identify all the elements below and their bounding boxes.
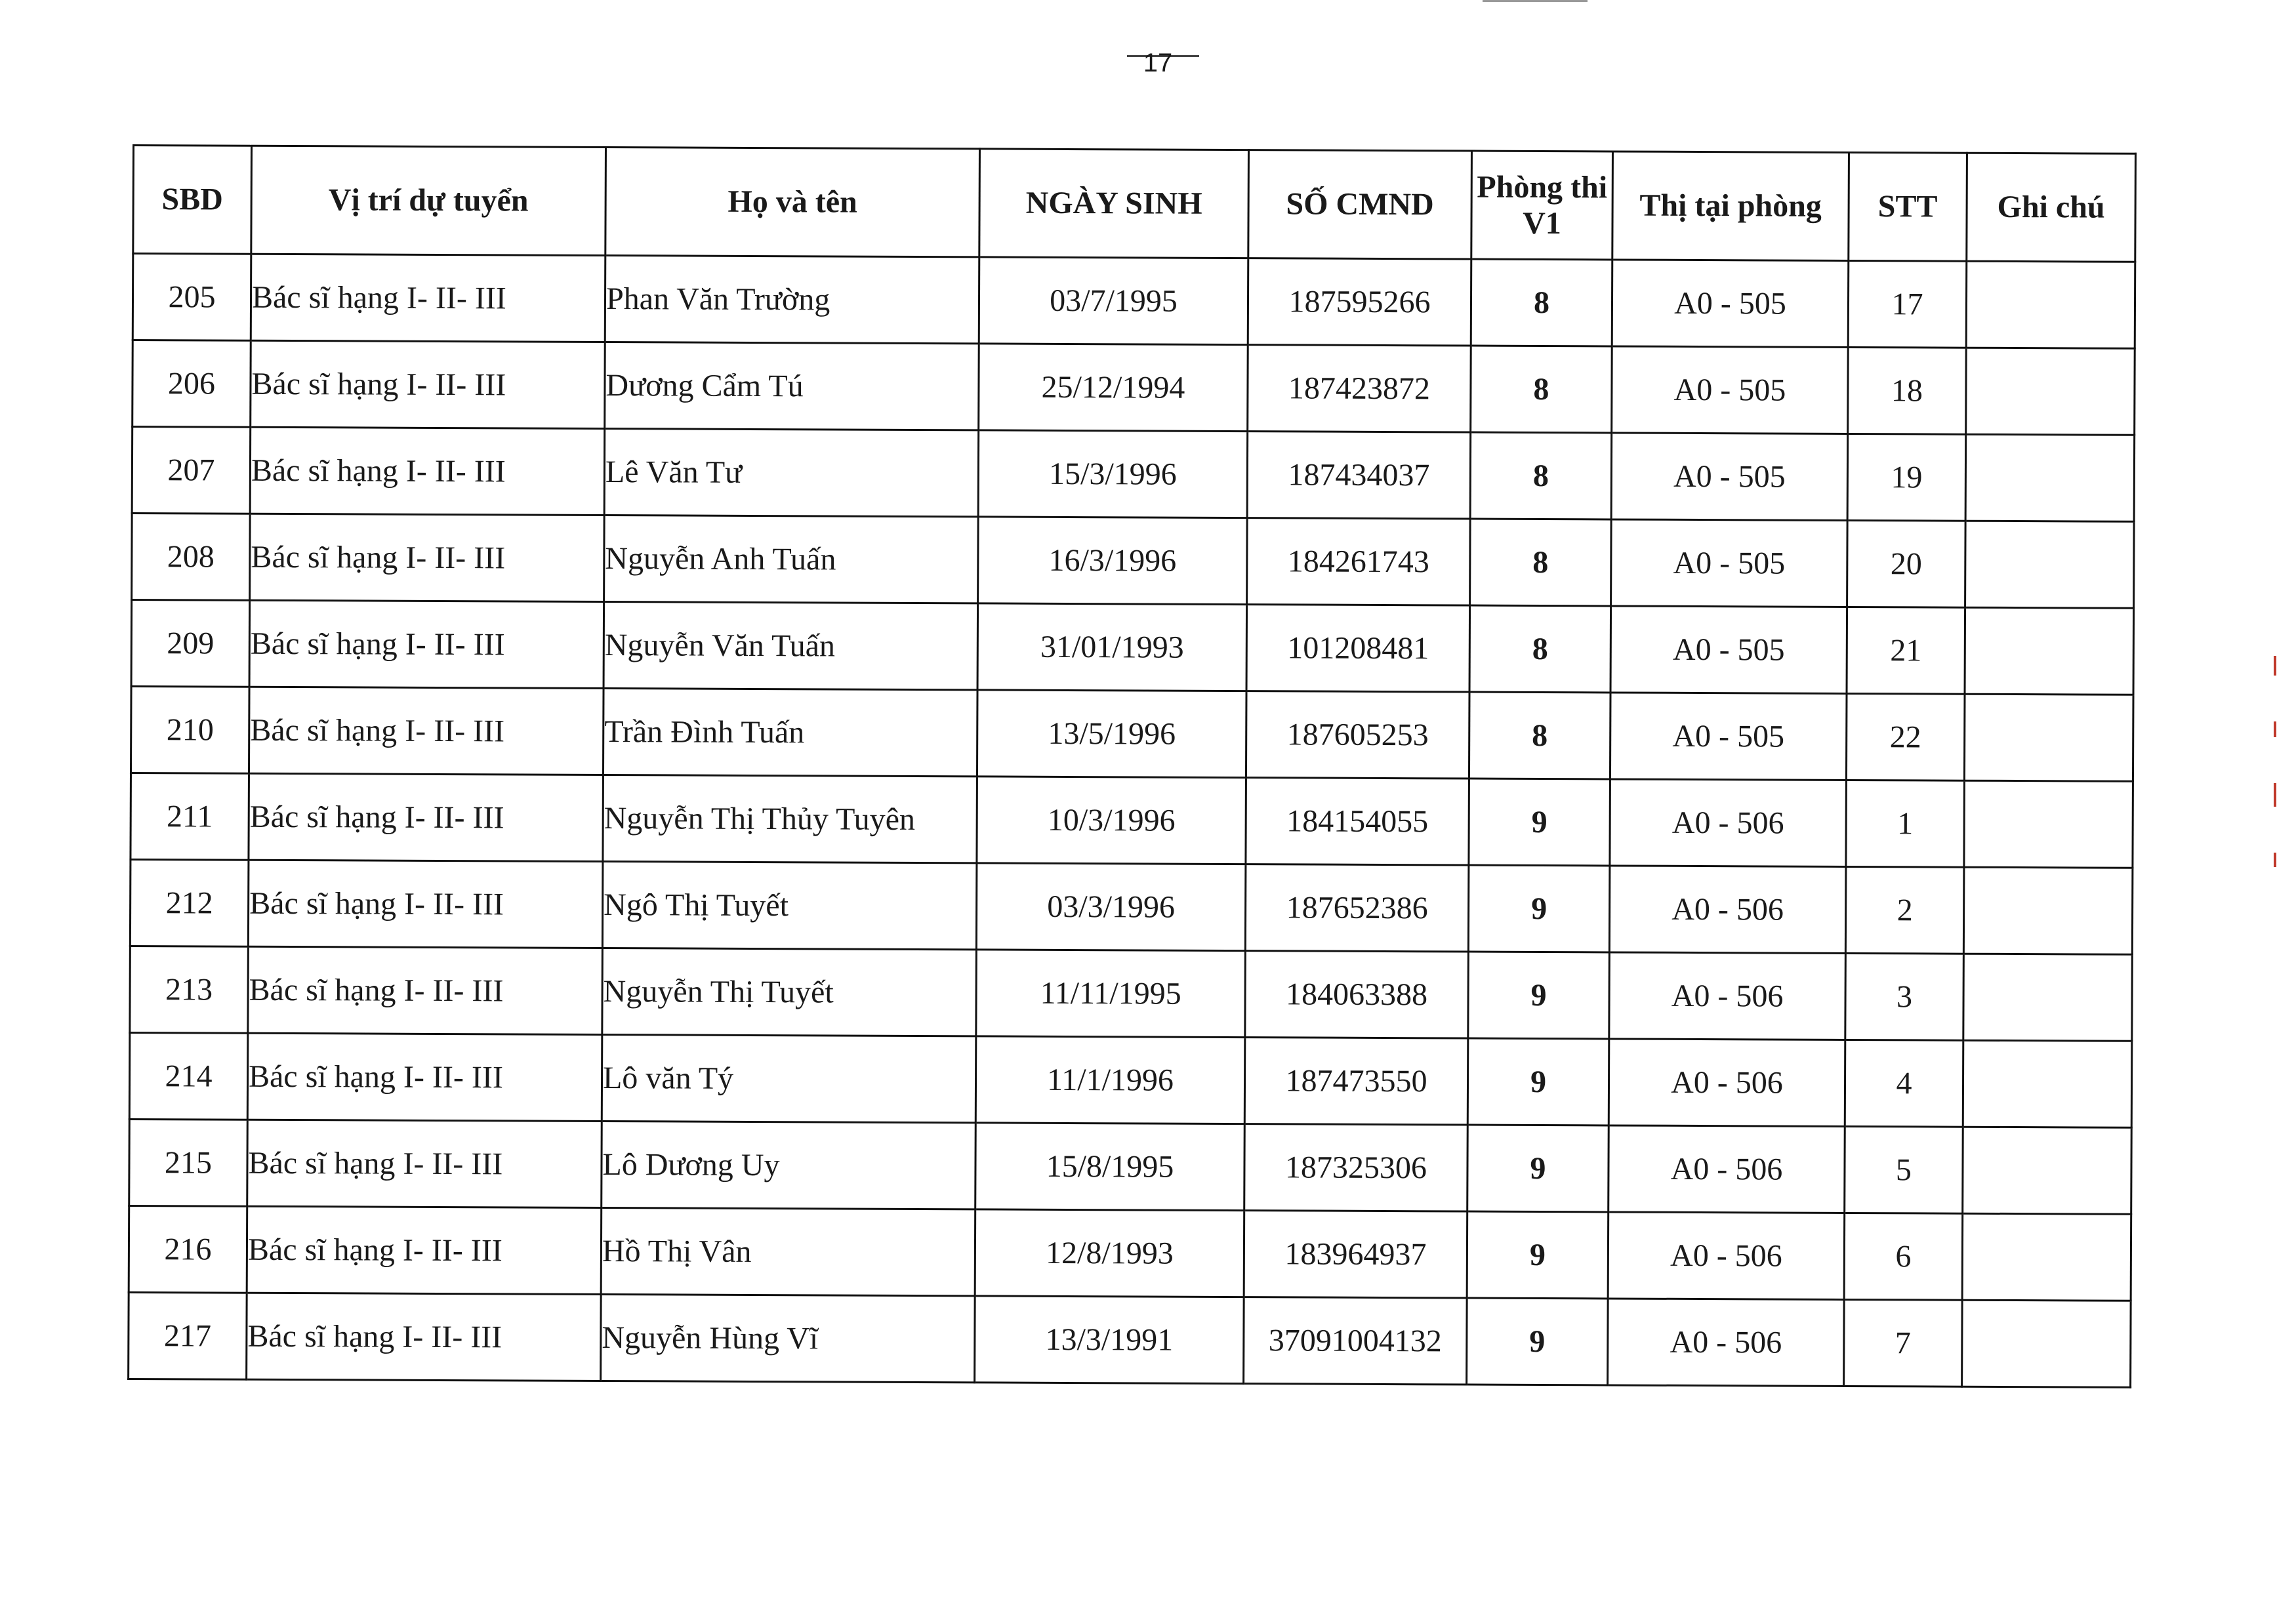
cell-sbd: 205: [133, 254, 251, 341]
table-body: [129, 254, 2135, 1388]
header-room-v1: Phòng thi V1: [1471, 151, 1613, 260]
cell-note: [1963, 954, 2133, 1041]
table-row: [132, 427, 2135, 522]
scan-mark: [2274, 656, 2276, 676]
cell-room-v1: 8: [1470, 519, 1612, 606]
cell-exam-room: A0 - 505: [1610, 606, 1847, 694]
cell-position: Bác sĩ hạng I- II- III: [250, 427, 605, 515]
cell-position: Bác sĩ hạng I- II- III: [250, 514, 605, 601]
cell-sbd: 217: [129, 1292, 247, 1379]
cell-note: [1963, 1040, 2132, 1127]
header-note: Ghi chú: [1967, 153, 2136, 262]
cell-exam-room: A0 - 505: [1611, 433, 1848, 521]
cell-id: 184261743: [1247, 518, 1471, 605]
cell-room-v1: 9: [1468, 952, 1610, 1039]
cell-dob: 11/11/1995: [976, 950, 1246, 1038]
cell-sbd: 214: [129, 1032, 248, 1120]
cell-sbd: 211: [131, 773, 249, 860]
cell-dob: 13/3/1991: [975, 1296, 1244, 1384]
cell-id: 187473550: [1244, 1038, 1468, 1125]
cell-stt: 22: [1846, 693, 1965, 780]
cell-note: [1965, 434, 2135, 521]
cell-note: [1964, 694, 2133, 781]
scan-edge-marks: [2274, 656, 2279, 997]
scan-mark: [2274, 721, 2276, 737]
header-row: [133, 146, 2136, 262]
table-row: [129, 1032, 2132, 1127]
cell-room-v1: 8: [1469, 692, 1610, 779]
cell-stt: 3: [1845, 953, 1964, 1040]
cell-position: Bác sĩ hạng I- II- III: [247, 1033, 602, 1121]
cell-exam-room: A0 - 505: [1612, 260, 1849, 348]
cell-note: [1962, 1300, 2131, 1387]
cell-id: 187605253: [1246, 691, 1469, 779]
header-exam-room: Thị tại phòng: [1612, 152, 1849, 261]
cell-note: [1966, 348, 2135, 435]
cell-sbd: 215: [129, 1119, 248, 1206]
cell-position: Bác sĩ hạng I- II- III: [251, 340, 605, 428]
table-header: [133, 146, 2136, 262]
cell-dob: 12/8/1993: [975, 1209, 1244, 1297]
cell-stt: 5: [1845, 1126, 1963, 1213]
cell-sbd: 213: [130, 946, 249, 1033]
cell-stt: 4: [1845, 1040, 1963, 1127]
cell-name: Trần Đình Tuấn: [603, 689, 977, 777]
cell-room-v1: 9: [1467, 1211, 1609, 1299]
cell-note: [1965, 521, 2135, 608]
cell-sbd: 209: [131, 600, 250, 687]
scan-mark: [2274, 853, 2276, 867]
cell-note: [1963, 867, 2133, 954]
cell-id: 184154055: [1246, 778, 1469, 865]
cell-exam-room: A0 - 505: [1611, 519, 1848, 607]
table-row: [131, 686, 2133, 781]
cell-position: Bác sĩ hạng I- II- III: [249, 773, 604, 861]
cell-position: Bác sĩ hạng I- II- III: [249, 687, 604, 775]
page-number: 17: [1143, 49, 1173, 77]
cell-exam-room: A0 - 506: [1609, 866, 1846, 954]
header-sbd: SBD: [133, 146, 252, 254]
cell-dob: 03/3/1996: [976, 863, 1246, 951]
cell-note: [1965, 607, 2134, 695]
cell-dob: 16/3/1996: [978, 517, 1248, 605]
cell-name: Lô Dương Uy: [602, 1122, 976, 1209]
cell-position: Bác sĩ hạng I- II- III: [247, 1206, 602, 1294]
cell-name: Nguyễn Anh Tuấn: [604, 516, 979, 603]
header-stt: STT: [1849, 152, 1967, 261]
cell-position: Bác sĩ hạng I- II- III: [251, 254, 605, 342]
cell-name: Nguyễn Thị Tuyết: [602, 948, 977, 1036]
cell-name: Nguyễn Hùng Vĩ: [601, 1295, 975, 1383]
cell-room-v1: 8: [1471, 259, 1612, 346]
cell-sbd: 216: [129, 1205, 247, 1293]
cell-exam-room: A0 - 505: [1612, 346, 1849, 434]
cell-position: Bác sĩ hạng I- II- III: [247, 1120, 602, 1207]
table-row: [131, 600, 2134, 695]
cell-stt: 7: [1844, 1299, 1963, 1386]
cell-dob: 11/1/1996: [975, 1036, 1245, 1124]
table-row: [133, 340, 2135, 435]
cell-dob: 15/8/1995: [975, 1123, 1245, 1211]
cell-exam-room: A0 - 506: [1608, 1212, 1845, 1300]
cell-position: Bác sĩ hạng I- II- III: [247, 1293, 602, 1381]
cell-dob: 03/7/1995: [979, 257, 1248, 345]
cell-stt: 21: [1847, 607, 1965, 694]
candidate-table: [127, 144, 2137, 1388]
cell-id: 187595266: [1248, 258, 1471, 346]
header-dob: NGÀY SINH: [979, 149, 1249, 258]
cell-note: [1962, 1213, 2131, 1301]
cell-position: Bác sĩ hạng I- II- III: [249, 600, 604, 688]
table-row: [129, 1119, 2132, 1214]
cell-exam-room: A0 - 506: [1609, 1125, 1845, 1213]
cell-exam-room: A0 - 506: [1609, 952, 1846, 1040]
cell-sbd: 207: [132, 427, 251, 514]
table-row: [129, 1205, 2131, 1301]
cell-name: Nguyễn Thị Thủy Tuyên: [603, 775, 977, 863]
cell-room-v1: 8: [1469, 605, 1611, 693]
table-row: [129, 1292, 2131, 1387]
cell-position: Bác sĩ hạng I- II- III: [248, 946, 603, 1034]
cell-room-v1: 8: [1471, 346, 1612, 433]
cell-name: Dương Cẩm Tú: [605, 342, 979, 430]
cell-dob: 25/12/1994: [979, 344, 1248, 432]
cell-sbd: 208: [132, 514, 251, 601]
header-name: Họ và tên: [605, 148, 980, 257]
cell-stt: 2: [1845, 866, 1964, 954]
header-position: Vị trí dự tuyển: [251, 146, 606, 255]
cell-note: [1964, 780, 2133, 868]
cell-id: 187434037: [1247, 432, 1471, 519]
cell-id: 187652386: [1245, 864, 1469, 952]
cell-dob: 10/3/1996: [977, 777, 1246, 864]
table-row: [130, 859, 2133, 954]
cell-position: Bác sĩ hạng I- II- III: [248, 860, 603, 948]
cell-id: 184063388: [1245, 951, 1469, 1038]
cell-dob: 31/01/1993: [977, 603, 1247, 691]
cell-exam-room: A0 - 506: [1609, 1039, 1845, 1127]
cell-room-v1: 9: [1468, 865, 1610, 952]
cell-stt: 20: [1847, 520, 1966, 607]
table-row: [130, 946, 2133, 1041]
cell-stt: 6: [1844, 1213, 1963, 1300]
cell-name: Nguyễn Văn Tuấn: [604, 602, 978, 690]
cell-name: Hồ Thị Vân: [601, 1208, 975, 1296]
cell-id: 37091004132: [1244, 1297, 1467, 1385]
cell-room-v1: 9: [1467, 1038, 1609, 1125]
cell-room-v1: 8: [1470, 432, 1612, 519]
scan-edge-rule: [1483, 0, 1588, 2]
cell-stt: 18: [1848, 347, 1967, 434]
cell-note: [1963, 1127, 2132, 1214]
table-row: [131, 773, 2133, 868]
table-row: [132, 514, 2135, 609]
scan-mark: [2274, 783, 2276, 807]
cell-id: 101208481: [1246, 605, 1470, 692]
cell-stt: 1: [1846, 780, 1965, 867]
cell-note: [1966, 261, 2135, 348]
cell-room-v1: 9: [1469, 779, 1610, 866]
cell-id: 183964937: [1244, 1211, 1467, 1298]
cell-room-v1: 9: [1467, 1125, 1609, 1212]
cell-name: Lê Văn Tư: [604, 429, 979, 517]
table-row: [133, 254, 2135, 349]
cell-sbd: 206: [133, 340, 251, 428]
cell-exam-room: A0 - 506: [1608, 1299, 1845, 1386]
cell-name: Phan Văn Trường: [605, 256, 979, 344]
cell-sbd: 212: [130, 859, 249, 946]
cell-exam-room: A0 - 505: [1610, 693, 1847, 780]
cell-name: Ngô Thị Tuyết: [602, 862, 977, 950]
cell-sbd: 210: [131, 686, 249, 773]
cell-room-v1: 9: [1467, 1298, 1609, 1385]
cell-stt: 17: [1848, 260, 1967, 348]
cell-id: 187325306: [1244, 1124, 1468, 1211]
cell-exam-room: A0 - 506: [1610, 779, 1847, 867]
cell-id: 187423872: [1248, 345, 1471, 432]
cell-name: Lô văn Tý: [602, 1035, 976, 1123]
header-id: SỐ CMND: [1248, 150, 1472, 259]
cell-stt: 19: [1847, 434, 1966, 521]
cell-dob: 15/3/1996: [978, 430, 1248, 518]
cell-dob: 13/5/1996: [977, 690, 1246, 778]
